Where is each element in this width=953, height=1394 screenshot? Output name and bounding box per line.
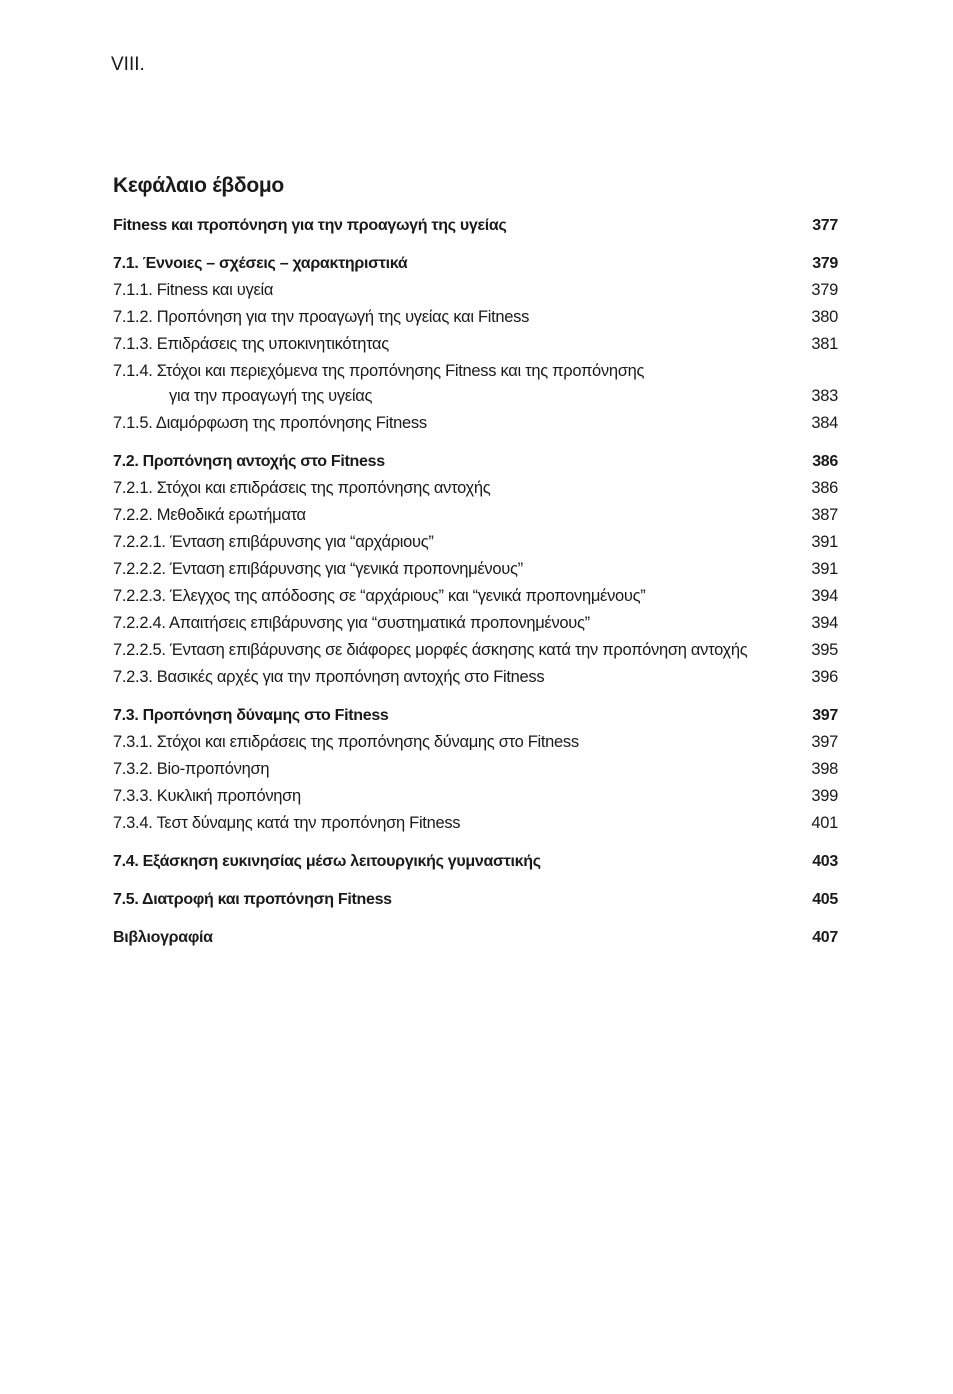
toc-entry — [113, 886, 838, 913]
toc-entry — [113, 475, 838, 502]
toc-entry — [113, 637, 838, 664]
toc-entry-title: 7.2.2.2. Ένταση επιβάρυνσης για “γενικά προπονημένους” — [113, 560, 523, 578]
toc-entry-title: 7.3.2. Bio-προπόνηση — [113, 760, 270, 778]
toc-entry-page: 401 — [811, 814, 838, 832]
toc-entry-title-continued: για την προαγωγή της υγείας — [169, 387, 373, 405]
toc-entry-page: 399 — [811, 787, 838, 805]
toc-entry — [113, 358, 838, 410]
toc-entry-title: Βιβλιογραφία — [113, 929, 213, 946]
toc-entry-title: 7.1.4. Στόχοι και περιεχόμενα της προπόνησης Fitness και της προπόνησης — [113, 362, 645, 380]
toc-entry — [113, 529, 838, 556]
toc-entry-page: 391 — [811, 533, 838, 551]
toc-entry-title: 7.2.2.4. Απαιτήσεις επιβάρυνσης για “συστηματικά προπονημένους” — [113, 614, 590, 632]
toc-entry — [113, 702, 838, 729]
toc-entry — [113, 212, 838, 239]
toc-entry — [113, 848, 838, 875]
toc-entry — [113, 756, 838, 783]
toc-entry — [113, 502, 838, 529]
toc-entry-title: 7.3.4. Τεστ δύναμης κατά την προπόνηση Fitness — [113, 814, 461, 832]
toc-entry-page: 384 — [811, 414, 838, 432]
toc-entry-title: 7.1.5. Διαμόρφωση της προπόνησης Fitness — [113, 414, 427, 432]
page-number: VIII. — [111, 54, 145, 75]
toc-entry-title: 7.1.2. Προπόνηση για την προαγωγή της υγείας και Fitness — [113, 308, 530, 326]
toc-entry-title: 7.1.3. Επιδράσεις της υποκινητικότητας — [113, 335, 389, 353]
toc-entry-page: 387 — [811, 506, 838, 524]
toc-entry-page: 377 — [812, 217, 838, 234]
toc-entry-page: 403 — [812, 853, 838, 870]
toc-entry-page: 407 — [812, 929, 838, 946]
toc-entry-page: 379 — [811, 281, 838, 299]
chapter-title: Κεφάλαιο έβδομο — [113, 174, 284, 197]
toc-entry — [113, 583, 838, 610]
toc-entry-page: 381 — [811, 335, 838, 353]
toc-entry-title: 7.2.2.1. Ένταση επιβάρυνσης για “αρχάριους” — [113, 533, 434, 551]
toc-entry — [113, 331, 838, 358]
toc-entry-title: 7.3. Προπόνηση δύναμης στο Fitness — [113, 707, 389, 724]
toc-entry-page: 398 — [811, 760, 838, 778]
toc-entry-title: 7.1.1. Fitness και υγεία — [113, 281, 274, 299]
table-of-contents — [113, 212, 838, 951]
toc-entry-page: 394 — [811, 587, 838, 605]
toc-entry-page: 386 — [811, 479, 838, 497]
toc-entry-page: 391 — [811, 560, 838, 578]
toc-entry-title: 7.2.2.3. Έλεγχος της απόδοσης σε “αρχάριους” και “γενικά προπονημένους” — [113, 587, 646, 605]
toc-entry-page: 386 — [812, 453, 838, 470]
toc-entry — [113, 556, 838, 583]
toc-entry — [113, 304, 838, 331]
toc-entry-page: 397 — [811, 733, 838, 751]
toc-entry-title: 7.3.1. Στόχοι και επιδράσεις της προπόνησης δύναμης στο Fitness — [113, 733, 579, 751]
toc-entry-title: Fitness και προπόνηση για την προαγωγή της υγείας — [113, 217, 507, 234]
toc-entry-title: 7.2.3. Βασικές αρχές για την προπόνηση αντοχής στο Fitness — [113, 668, 545, 686]
toc-entry-title: 7.2.2.5. Ένταση επιβάρυνσης σε διάφορες μορφές άσκησης κατά την προπόνηση αντοχής — [113, 641, 748, 659]
toc-entry — [113, 729, 838, 756]
toc-entry — [113, 448, 838, 475]
toc-entry-page: 397 — [812, 707, 838, 724]
toc-entry-title: 7.4. Εξάσκηση ευκινησίας μέσω λειτουργικής γυμναστικής — [113, 853, 541, 870]
toc-entry — [113, 924, 838, 951]
toc-entry-title: 7.2.1. Στόχοι και επιδράσεις της προπόνησης αντοχής — [113, 479, 491, 497]
toc-entry-title: 7.3.3. Κυκλική προπόνηση — [113, 787, 301, 805]
toc-entry — [113, 664, 838, 691]
toc-entry-page: 405 — [812, 891, 838, 908]
toc-entry — [113, 810, 838, 837]
toc-entry — [113, 610, 838, 637]
toc-entry-page: 383 — [811, 387, 838, 405]
toc-entry-page: 379 — [812, 255, 838, 272]
toc-entry-title: 7.1. Έννοιες – σχέσεις – χαρακτηριστικά — [113, 255, 408, 272]
toc-entry — [113, 277, 838, 304]
toc-entry-title: 7.2.2. Μεθοδικά ερωτήματα — [113, 506, 306, 524]
toc-entry — [113, 783, 838, 810]
toc-entry-page: 380 — [811, 308, 838, 326]
toc-entry — [113, 410, 838, 437]
toc-entry — [113, 250, 838, 277]
toc-entry-page: 396 — [811, 668, 838, 686]
toc-entry-title: 7.2. Προπόνηση αντοχής στο Fitness — [113, 453, 385, 470]
toc-entry-page: 394 — [811, 614, 838, 632]
toc-entry-page: 395 — [811, 641, 838, 659]
toc-entry-title: 7.5. Διατροφή και προπόνηση Fitness — [113, 891, 392, 908]
